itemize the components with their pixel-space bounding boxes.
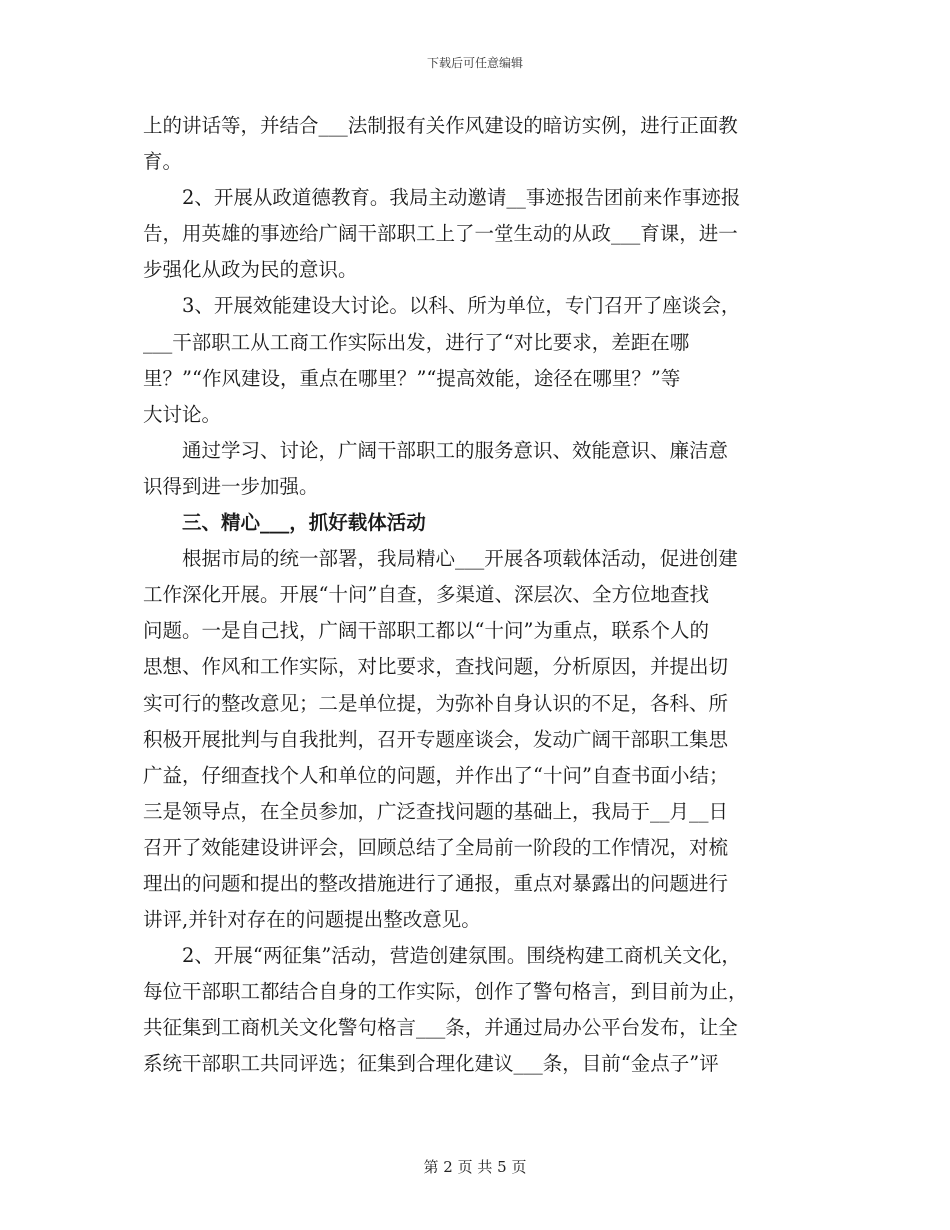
text-line: 通过学习、讨论，广阔干部职工的服务意识、效能意识、廉洁意 xyxy=(143,438,729,462)
text-line: 思想、作风和工作实际，对比要求，查找问题，分析原因，并提出切 xyxy=(143,655,729,679)
text-line: 2、开展“两征集”活动，营造创建氛围。围绕构建工商机关文化， xyxy=(143,944,741,968)
text-line: 系统干部职工共同评选；征集到合理化建议___条，目前“金点子”评 xyxy=(143,1052,719,1076)
text-line: 大讨论。 xyxy=(143,402,222,426)
page-header: 下载后可任意编辑 xyxy=(426,56,523,70)
text-line: 育。 xyxy=(143,150,183,174)
text-line: 上的讲话等，并结合___法制报有关作风建设的暗访实例，进行正面教 xyxy=(143,114,738,137)
text-line: 每位干部职工都结合自身的工作实际，创作了警句格言，到目前为止， xyxy=(143,980,748,1004)
text-line: 工作深化开展。开展“十问”自查，多渠道、深层次、全方位地查找 xyxy=(143,583,709,607)
text-line: 识得到进一步加强。 xyxy=(143,474,319,498)
text-line: 问题。一是自己找，广阔干部职工都以“十问”为重点，联系个人的 xyxy=(143,619,709,643)
text-line: 理出的问题和提出的整改措施进行了通报，重点对暴露出的问题进行 xyxy=(143,871,729,895)
text-line: 根据市局的统一部署，我局精心___开展各项载体活动，促进创建 xyxy=(143,547,738,571)
text-line: ___干部职工从工商工作实际出发，进行了“对比要求，差距在哪 xyxy=(143,330,690,354)
page-number: 第 2 页 共 5 页 xyxy=(423,1158,527,1176)
text-line: 实可行的整改意见；二是单位提，为弥补自身认识的不足，各科、所 xyxy=(143,691,729,715)
text-line: 召开了效能建设讲评会，回顾总结了全局前一阶段的工作情况，对梳 xyxy=(143,835,729,859)
text-line: 三是领导点，在全员参加，广泛查找问题的基础上，我局于__月__日 xyxy=(143,799,729,823)
text-line: 广益，仔细查找个人和单位的问题，并作出了“十问”自查书面小结； xyxy=(143,763,729,787)
text-line: 2、开展从政道德教育。我局主动邀请__事迹报告团前来作事迹报 xyxy=(143,186,741,210)
text-line: 步强化从政为民的意识。 xyxy=(143,258,358,282)
section-heading: 三、精心___，抓好载体活动 xyxy=(143,511,426,535)
text-line: 讲评,并针对存在的问题提出整改意见。 xyxy=(143,908,481,932)
text-line: 告，用英雄的事迹给广阔干部职工上了一堂生动的从政___育课，进一 xyxy=(143,222,738,246)
text-line: 3、开展效能建设大讨论。以科、所为单位，专门召开了座谈会， xyxy=(143,294,741,318)
document-body xyxy=(143,108,808,1083)
text-line: 里？”“作风建设，重点在哪里？”“提高效能，途径在哪里？”等 xyxy=(143,366,681,390)
text-line: 共征集到工商机关文化警句格言___条，并通过局办公平台发布，让全 xyxy=(143,1016,738,1040)
text-line: 积极开展批判与自我批判，召开专题座谈会，发动广阔干部职工集思 xyxy=(143,727,729,751)
